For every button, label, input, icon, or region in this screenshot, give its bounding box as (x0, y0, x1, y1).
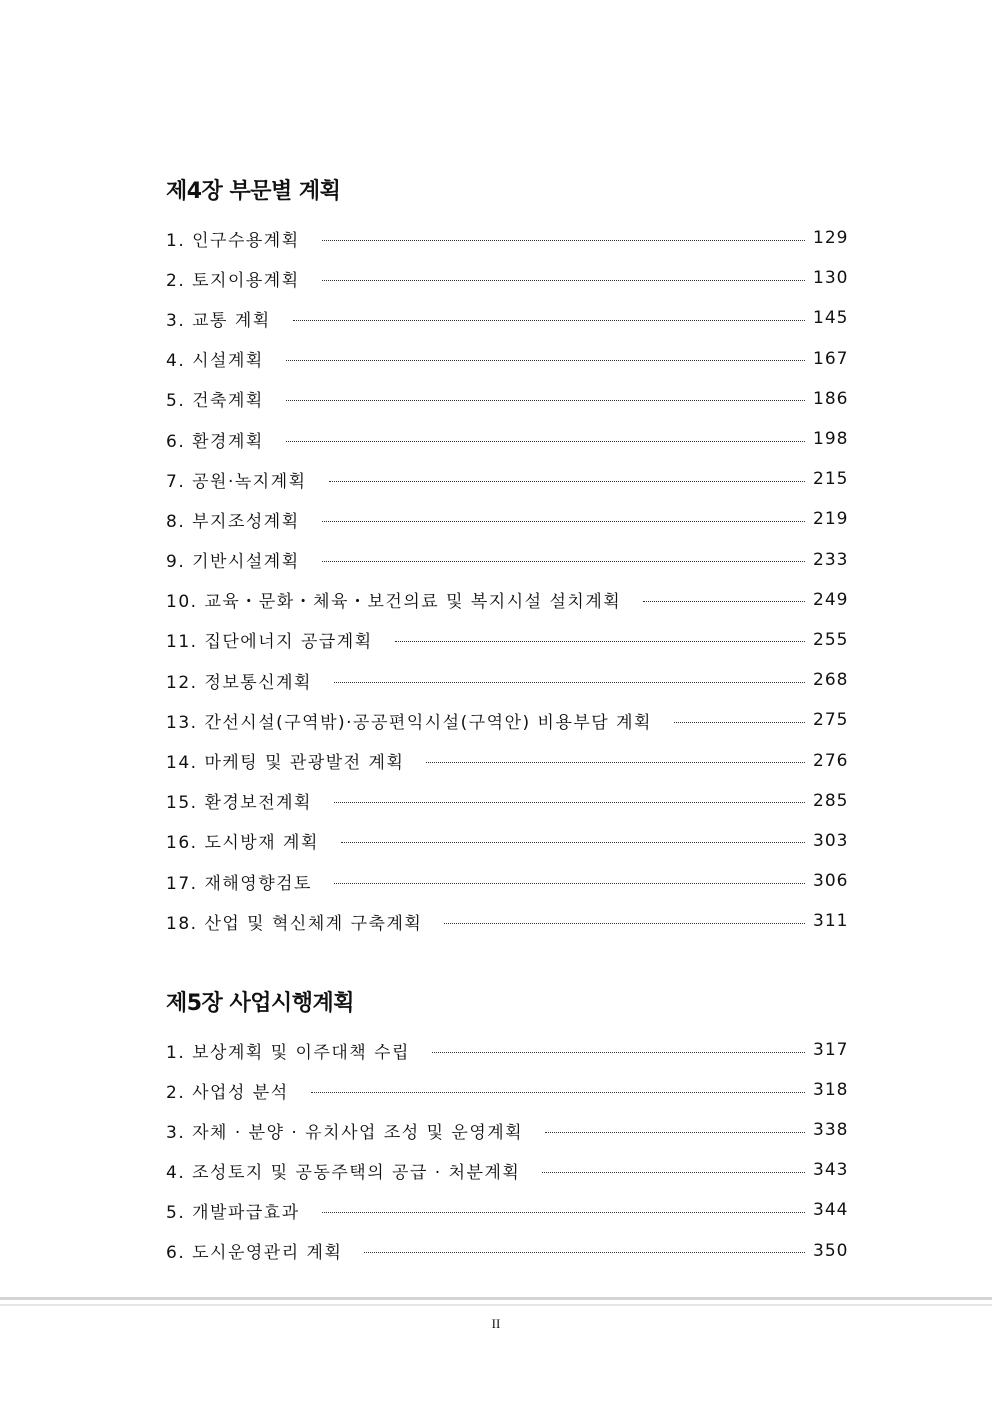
footer-divider-secondary (0, 1304, 992, 1306)
toc-entry (166, 1230, 847, 1270)
footer-divider (0, 1297, 992, 1300)
toc-entry (166, 861, 847, 901)
toc-entry-page-number: 303 (813, 830, 849, 851)
dot-leader (311, 1092, 805, 1093)
toc-entry-page-number: 186 (813, 388, 849, 409)
toc-entry-label: 2. 사업성 분석 (166, 1082, 289, 1103)
toc-entry-page-number: 130 (813, 268, 849, 289)
dot-leader (674, 722, 805, 723)
toc-entry-page-number: 167 (813, 348, 849, 369)
dot-leader (286, 360, 805, 361)
toc-entry-label: 4. 조성토지 및 공동주택의 공급 · 처분계획 (166, 1162, 521, 1183)
toc-entry-page-number: 145 (813, 308, 849, 329)
toc-entry-label: 3. 자체 · 분양 · 유치사업 조성 및 운영계획 (166, 1122, 524, 1143)
toc-entry-label: 14. 마케팅 및 관광발전 계획 (166, 753, 405, 774)
toc-entry-label: 5. 개발파급효과 (166, 1202, 300, 1223)
chapter-4-title: 제4장 부문별 계획 (166, 179, 341, 204)
toc-entry (166, 419, 847, 459)
toc-entry-label: 10. 교육・문화・체육・보건의료 및 복지시설 설치계획 (166, 592, 622, 613)
toc-entry (166, 540, 847, 580)
toc-entry-label: 18. 산업 및 혁신체계 구축계획 (166, 913, 423, 934)
toc-entry-label: 9. 기반시설계획 (166, 552, 300, 573)
dot-leader (542, 1172, 805, 1173)
dot-leader (322, 561, 805, 562)
toc-entry-page-number: 219 (813, 509, 849, 530)
toc-entry (166, 218, 847, 258)
toc-entry-label: 2. 토지이용계획 (166, 270, 300, 291)
toc-entry-page-number: 215 (813, 469, 849, 490)
toc-entry-page-number: 343 (813, 1160, 849, 1181)
toc-entry-label: 17. 재해영향검토 (166, 873, 312, 894)
toc-entry (166, 580, 847, 620)
toc-entry-page-number: 198 (813, 429, 849, 450)
toc-entry (166, 1190, 847, 1230)
dot-leader (286, 400, 805, 401)
dot-leader (322, 521, 805, 522)
toc-entry-label: 7. 공원·녹지계획 (166, 471, 307, 492)
toc-entry (166, 700, 847, 740)
toc-entry-page-number: 276 (813, 750, 849, 771)
toc-entry-page-number: 275 (813, 710, 849, 731)
dot-leader (334, 883, 805, 884)
toc-entry-label: 12. 정보통신계획 (166, 672, 312, 693)
dot-leader (444, 923, 805, 924)
toc-entry (166, 1070, 847, 1110)
toc-entry-label: 13. 간선시설(구역밖)·공공편익시설(구역안) 비용부담 계획 (166, 712, 652, 733)
toc-entry (166, 258, 847, 298)
dot-leader (293, 320, 805, 321)
toc-entry (166, 660, 847, 700)
chapter-4-toc-list (166, 218, 847, 941)
dot-leader (364, 1252, 805, 1253)
toc-entry (166, 1110, 847, 1150)
toc-entry-page-number: 285 (813, 790, 849, 811)
toc-entry (166, 781, 847, 821)
toc-entry (166, 459, 847, 499)
chapter-5-toc-list (166, 1030, 847, 1271)
toc-entry-label: 5. 건축계획 (166, 391, 264, 412)
toc-entry-label: 15. 환경보전계획 (166, 793, 312, 814)
toc-entry (166, 379, 847, 419)
dot-leader (322, 280, 805, 281)
chapter-4-section (166, 176, 847, 941)
toc-entry-page-number: 249 (813, 589, 849, 610)
toc-entry-page-number: 129 (813, 228, 849, 249)
dot-leader (643, 601, 805, 602)
dot-leader (545, 1132, 805, 1133)
dot-leader (286, 441, 805, 442)
toc-entry (166, 499, 847, 539)
toc-entry-page-number: 268 (813, 670, 849, 691)
toc-entry-label: 11. 집단에너지 공급계획 (166, 632, 373, 653)
toc-entry-page-number: 344 (813, 1200, 849, 1221)
dot-leader (341, 842, 805, 843)
toc-entry (166, 821, 847, 861)
toc-entry-page-number: 317 (813, 1040, 849, 1061)
page-number: II (491, 1316, 501, 1331)
toc-entry (166, 298, 847, 338)
toc-entry-page-number: 338 (813, 1120, 849, 1141)
chapter-5-title: 제5장 사업시행계획 (166, 991, 354, 1016)
toc-entry (166, 1030, 847, 1070)
toc-entry (166, 620, 847, 660)
toc-entry-label: 16. 도시방재 계획 (166, 833, 319, 854)
toc-entry-label: 1. 인구수용계획 (166, 230, 300, 251)
chapter-5-section (166, 988, 847, 1271)
toc-entry (166, 339, 847, 379)
dot-leader (334, 682, 805, 683)
toc-entry-page-number: 306 (813, 871, 849, 892)
toc-entry-page-number: 318 (813, 1080, 849, 1101)
toc-entry (166, 740, 847, 780)
toc-entry-page-number: 255 (813, 629, 849, 650)
dot-leader (322, 240, 805, 241)
toc-entry (166, 1150, 847, 1190)
dot-leader (426, 762, 805, 763)
toc-entry-label: 6. 도시운영관리 계획 (166, 1243, 343, 1264)
toc-entry-label: 4. 시설계획 (166, 351, 264, 372)
dot-leader (329, 481, 805, 482)
toc-entry-label: 3. 교통 계획 (166, 310, 271, 331)
dot-leader (395, 641, 805, 642)
toc-entry (166, 901, 847, 941)
dot-leader (322, 1212, 805, 1213)
toc-entry-page-number: 233 (813, 549, 849, 570)
toc-entry-label: 6. 환경계획 (166, 431, 264, 452)
toc-entry-label: 8. 부지조성계획 (166, 511, 300, 532)
dot-leader (334, 802, 805, 803)
toc-entry-page-number: 311 (813, 911, 849, 932)
toc-entry-page-number: 350 (813, 1240, 849, 1261)
toc-entry-label: 1. 보상계획 및 이주대책 수립 (166, 1042, 410, 1063)
dot-leader (432, 1052, 805, 1053)
